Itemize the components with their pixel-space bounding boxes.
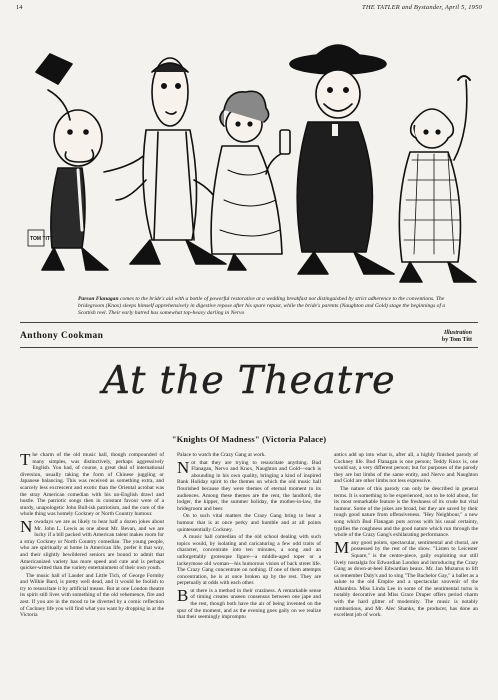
illustration-credit: [442, 330, 472, 344]
section-title-text: At the Theatre: [102, 358, 396, 402]
figure-tall-man: [116, 58, 226, 264]
section-title: [0, 358, 498, 416]
paragraph: Palace to watch the Crazy Gang at work.: [177, 452, 266, 458]
page-header: [16, 4, 482, 16]
caricature-illustration: [18, 20, 480, 290]
paragraph: Many good points, spectacular, sentimental and choral, are possessed by the rest of the show. "Listen to Leicester Square," is the centre-piece, gaily exploiting our still lively nostalgia for Edwardian London and introducing the Crazy Gang as down-at-heel Edwardian beaux. Mr. Jan Muzurus to lift us remember Daly's and to sing "The Bachelor Gay," a ballet as a salute to the old Empire and a spectacular souvenir of the Alhambra. Miss Linda Lee in some of the sentimental turns is notably decorative and Miss Grace Draper offers period charm with the hard glitter of modernity. The music is notably rumbustious, and Mr. Alec Shanks, the producer, has done an excellent job of work.: [334, 537, 478, 619]
divider-mid: [20, 347, 478, 348]
page-number: 14: [16, 4, 23, 11]
paragraph: The music hall of Lauder and Little Tich, of George Formby and Wilkie Bard, is pretty well dead, and it would be foolish to try to resuscitate it by artificial means. But at one London theatre its spirit still lives with something of the old vehemence, fire and zest. If you are in the mood to be diverted by a comic reflection of Cockney life you will find what you want by dropping in at the Victoria: [20, 572, 164, 619]
figure-mother: [399, 76, 476, 282]
caption-lead: Parson Flanagan: [78, 296, 119, 302]
paragraph: Nowadays we are as likely to hear half a dozen jokes about Mr. John L. Lewis as one about Mr. Bevan, and we are lucky if a bill packed with American talent makes room for a stray Cockney or North Country comedian. The young people, who are spiritually at home in American life, prefer it that way, and their slightly bewildered seniors are bound to admit that Americanized variety has more speed and cute and is perhaps quicker-witted than the variety entertainment of their own youth.: [20, 516, 164, 572]
figure-parson: [266, 45, 394, 274]
article-column-2: [177, 452, 321, 622]
article-body: [20, 452, 478, 692]
publication-line: THE TATLER and Bystander, April 5, 1950: [362, 4, 482, 11]
paragraph: But there is a method in their craziness. A remarkable sense of timing creates unseen consensus between one jape and the rest, though both have the air of being invented on the spur of the moment, and as the evening goes gaily on we realize that their seemingly impromptu: [177, 585, 321, 621]
signature-text: TOM TITT: [30, 236, 53, 242]
illustration-caption: [78, 296, 450, 318]
article-column-3: [334, 452, 478, 620]
paragraph: On to such vital matters the Crazy Gang bring to bear a humour that is at once perky and humble and at all points quintessentially Cockney.: [177, 513, 321, 533]
figure-bride: [211, 91, 282, 270]
caption-text: comes to the bride's aid with a bottle of powerful restorative at a wedding breakfast not distinguished by strict adherence to the conventions. The bridegroom (Knox) sleeps himself apprehensively in digestive repose after his spare repast, while the bride's parents (Naughton and Gold) stage the beginnings of a Scottish reel. Their early hatred has somewhat top-heavy darling in Nervo: [78, 296, 446, 317]
paragraph: The charm of the old music hall, though compounded of many simples, was distinctively, perhaps aggressively English. You had, of course, a great deal of international diversion, usually taking the form of Chinese juggling or Japanese balancing. This was received as something extra, and scarcely less excrescent and exotic than the Oriental acrobat was the stray American comedian with his un-English drawl and hustle. The patriotic songs then in constant favour were of a sturdy, unapologetic John Bull-ish patriotism, and the core of the whole thing was homely Cockney or North Country humour.: [20, 450, 164, 518]
illustration-credit-line1: Illustration: [443, 330, 472, 336]
article-column-1: [20, 452, 164, 620]
paragraph: The nature of this parody can only be described in general terms. It is something to be experienced, not to be told about, for its most remarkable feature is the freshness of its crude but vital humour. Some of the jokes are broad, but they are saved by their rough good nature from offensiveness. "Hey Neighbour," a new song which Bud Flanagan puts across with his usual certainty, typifies the roughness and the good nature which run through the whole of the Crazy Gang's exhilarating performance.: [334, 485, 478, 539]
divider-top: [20, 322, 478, 323]
author-byline: Anthony Cookman: [20, 331, 104, 341]
illustration-credit-line2: by Tom Titt: [441, 337, 472, 343]
play-heading: "Knights Of Madness" (Victoria Palace): [171, 434, 327, 444]
paragraph: A music hall comedian of the old school dealing with such topics would, by isolating and caricaturing a few odd traits of character, concentrate into ten minutes, a song and an unforgettably grotesque figure—a middle-aged toper or a lackeymose old woman—his humorous vision of back street life. The Crazy Gang concentrate on nothing. If one of them attempts concentration, he is at once broken up by the rest. They are perpetually at odds with each other.: [177, 534, 321, 587]
paragraph: antics add up into what is, after all, a highly finished parody of Cockney life. Bud Flanagan is one person; Teddy Knox is, one would say, a very different person; but for purposes of the parody they are but limbs of the same entity, and Nervo and Naughton and Gold are other limbs not less expressive.: [334, 452, 478, 485]
paragraph: Not that they are trying to resuscitate anything. Bud Flanagan, Nervo and Knox, Naughton and Gold—each is abounding in his own quality, bringing a kind of inspired Bank Holiday spirit to the themes on which the old music hall flourished because they were themes of eternal moment to its audiences. Among these themes are the rent, the landlord, the lodger, the kipper, the summer holiday, the mother-in-law, the bridegroom and beer.: [177, 457, 321, 512]
